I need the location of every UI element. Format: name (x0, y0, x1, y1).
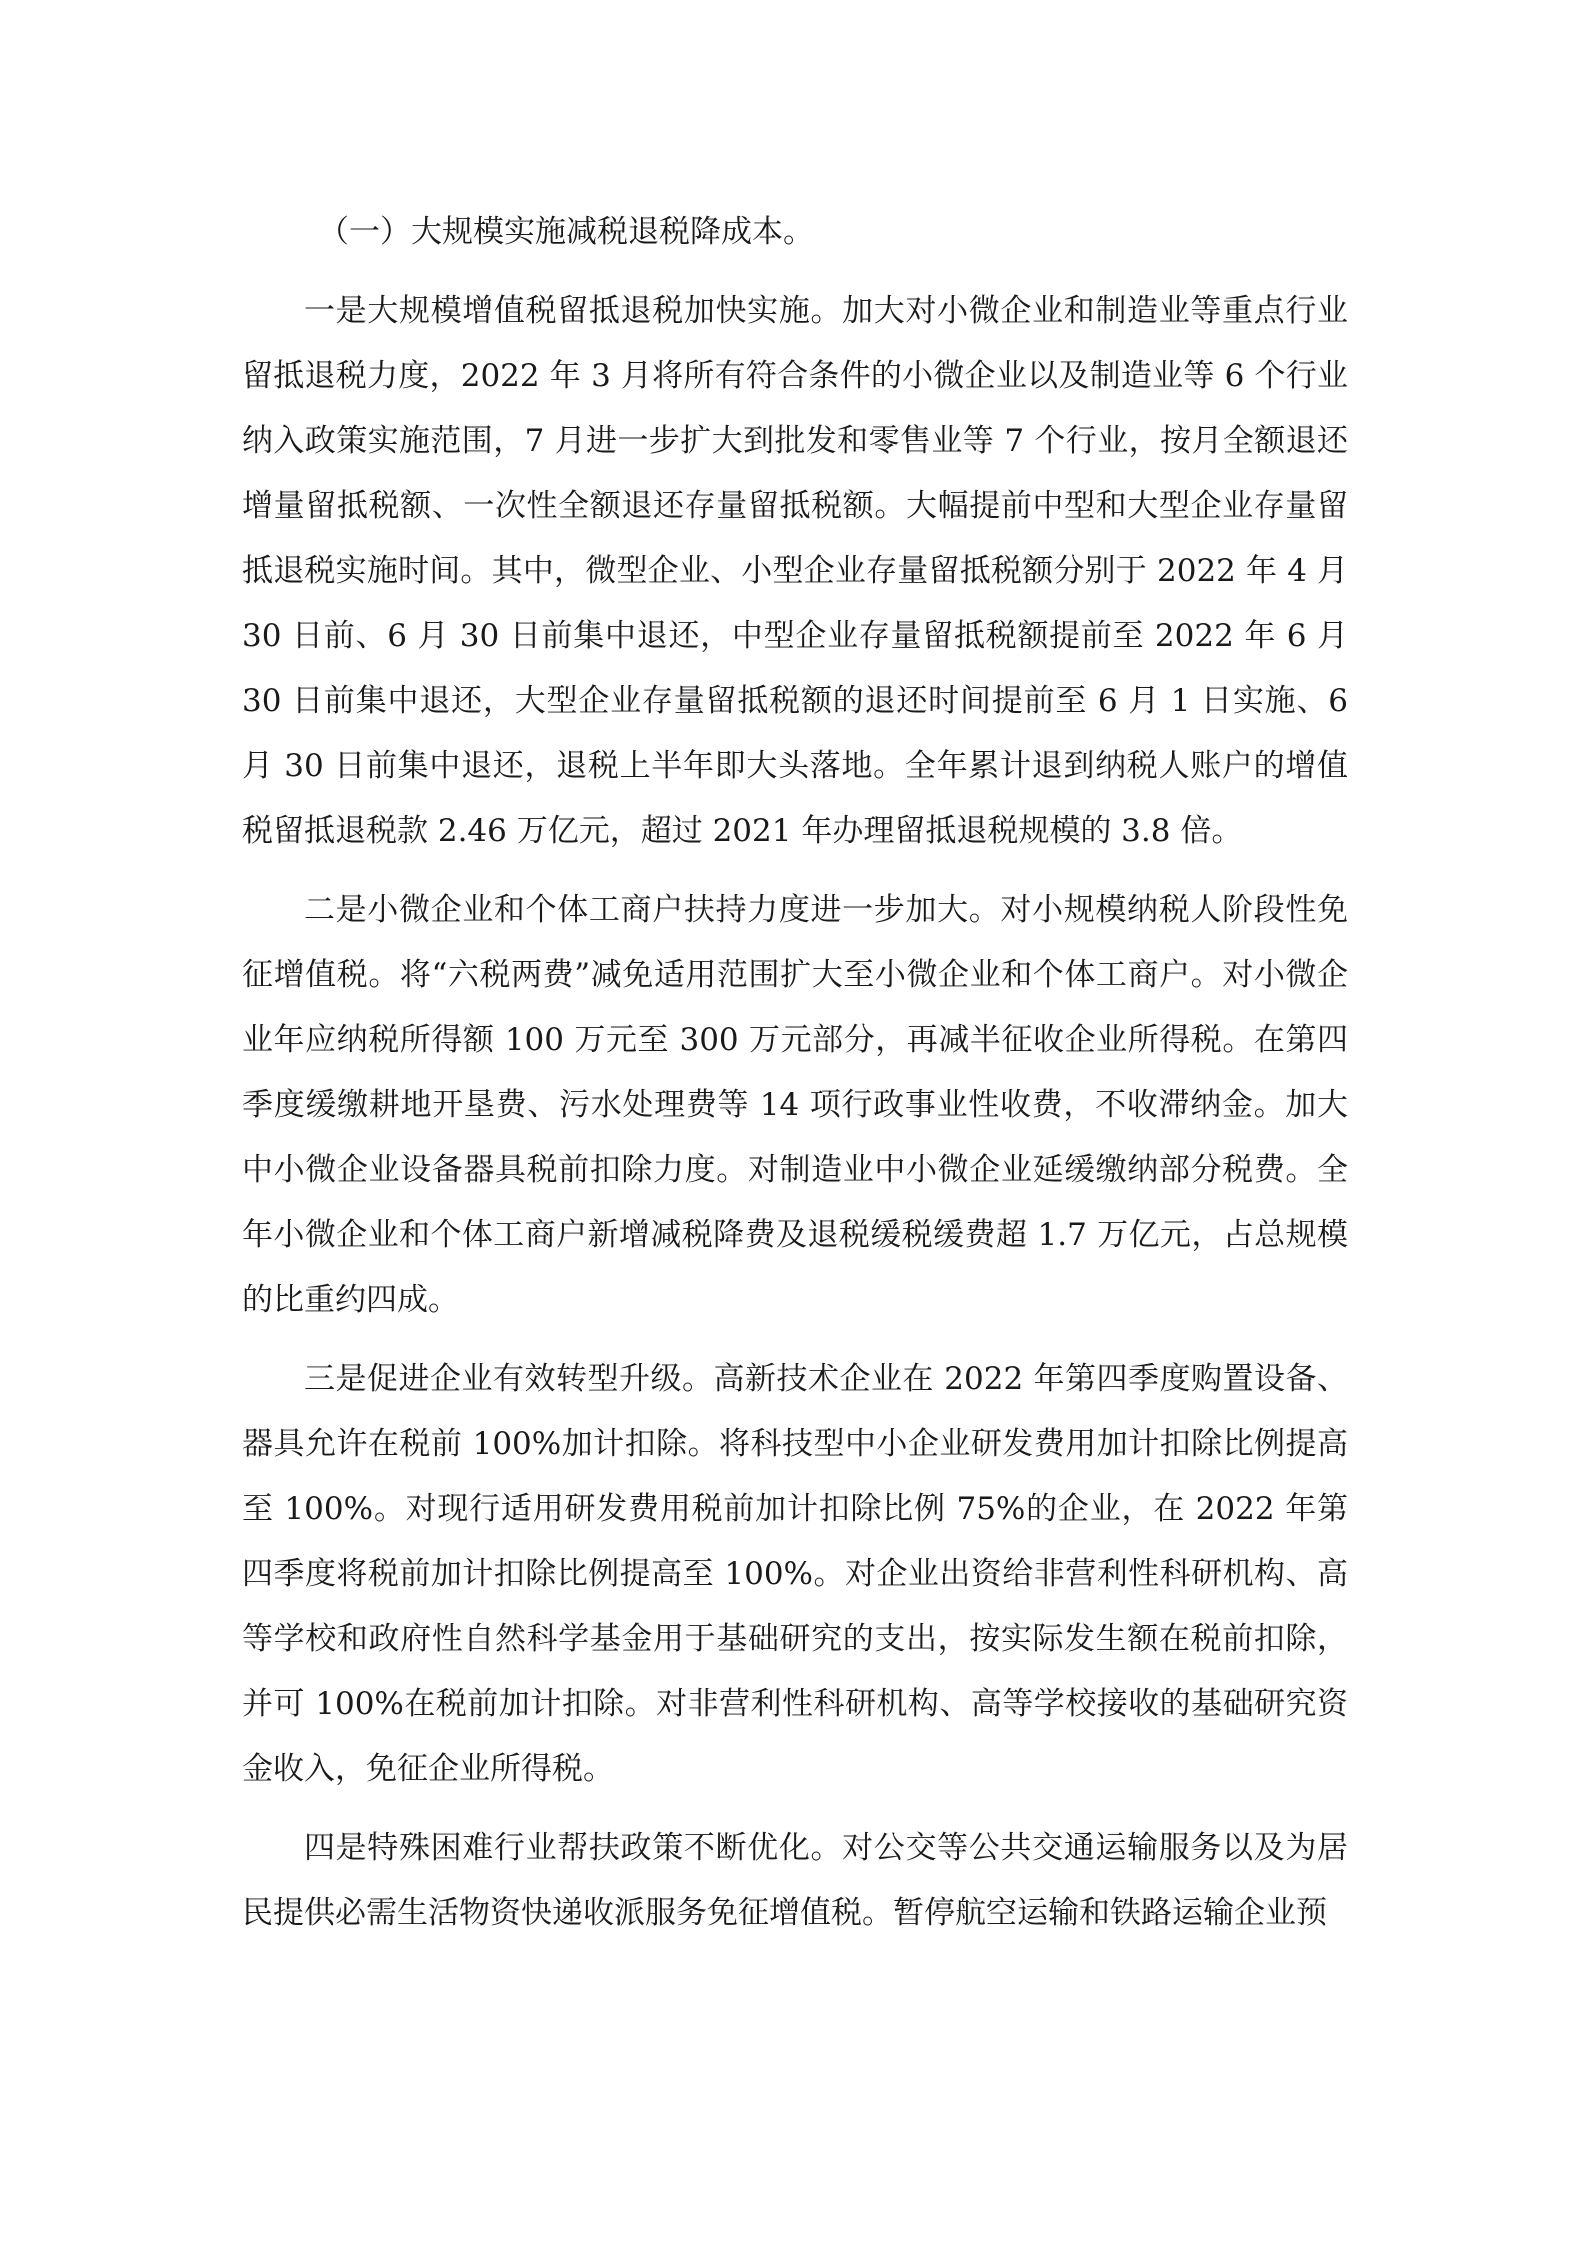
paragraph-special-industries: 四是特殊困难行业帮扶政策不断优化。对公交等公共交通运输服务以及为居民提供必需生活物资快递收派服务免征增值税。暂停航空运输和铁路运输企业预 (242, 1830, 1348, 1931)
section-heading: （一）大规模实施减税退税降成本。 (318, 214, 814, 250)
paragraph-vat-refund: 一是大规模增值税留抵退税加快实施。加大对小微企业和制造业等重点行业留抵退税力度，2022 年 3 月将所有符合条件的小微企业以及制造业等 6 个行业纳入政策实施范围，7 月进一步扩大到批发和零售业等 7 个行业，按月全额退还增量留抵税额、一次性全额退还存量留抵税额。大幅提前中型和大型企业存量留抵退税实施时间。其中，微型企业、小型企业存量留抵税额分别于 2022 年 4 月 30 日前、6 月 30 日前集中退还，中型企业存量留抵税额提前至 2022 年 6 月 30 日前集中退还，大型企业存量留抵税额的退还时间提前至 6 月 1 日实施、6 月 30 日前集中退还，退税上半年即大头落地。全年累计退到纳税人账户的增值税留抵退税款 2.46 万亿元，超过 2021 年办理留抵退税规模的 3.8 倍。 (242, 293, 1348, 849)
paragraph-small-micro-enterprises: 二是小微企业和个体工商户扶持力度进一步加大。对小规模纳税人阶段性免征增值税。将“六税两费”减免适用范围扩大至小微企业和个体工商户。对小微企业年应纳税所得额 100 万元至 300 万元部分，再减半征收企业所得税。在第四季度缓缴耕地开垦费、污水处理费等 14 项行政事业性收费，不收滞纳金。加大中小微企业设备器具税前扣除力度。对制造业中小微企业延缓缴纳部分税费。全年小微企业和个体工商户新增减税降费及退税缓税缓费超 1.7 万亿元，占总规模的比重约四成。 (242, 892, 1348, 1318)
paragraph-enterprise-upgrade: 三是促进企业有效转型升级。高新技术企业在 2022 年第四季度购置设备、器具允许在税前 100%加计扣除。将科技型中小企业研发费用加计扣除比例提高至 100%。对现行适用研发费用税前加计扣除比例 75%的企业，在 2022 年第四季度将税前加计扣除比例提高至 100%。对企业出资给非营利性科研机构、高等学校和政府性自然科学基金用于基础研究的支出，按实际发生额在税前扣除，并可 100%在税前加计扣除。对非营利性科研机构、高等学校接收的基础研究资金收入，免征企业所得税。 (242, 1361, 1348, 1787)
document-page (242, 200, 1348, 1960)
